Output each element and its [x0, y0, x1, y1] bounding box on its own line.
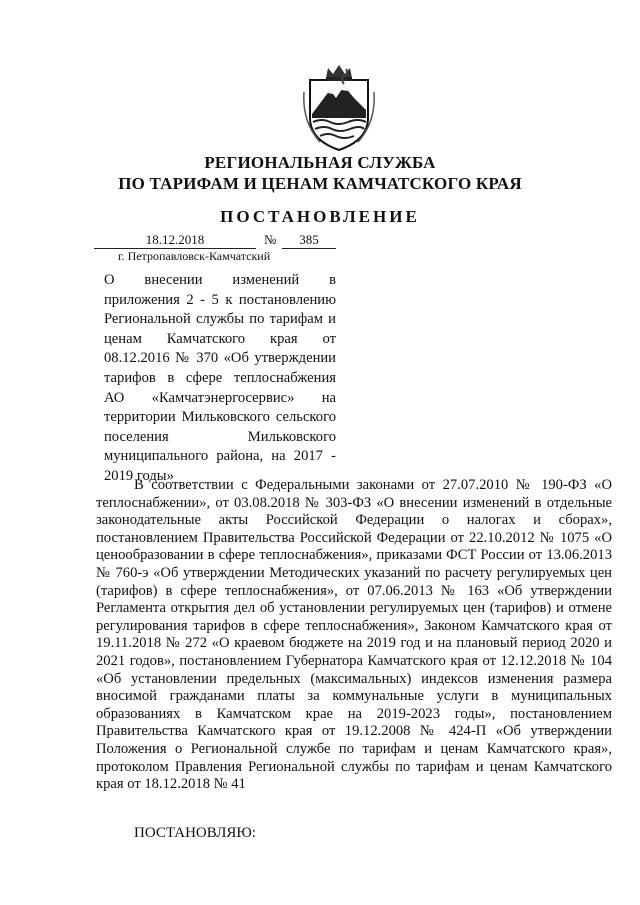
decree-word: ПОСТАНОВЛЯЮ:: [134, 825, 256, 841]
coat-of-arms-emblem: [300, 62, 378, 154]
org-name-line1: РЕГИОНАЛЬНАЯ СЛУЖБА: [204, 153, 436, 172]
document-type-title: ПОСТАНОВЛЕНИЕ: [220, 207, 420, 226]
org-name-line2: ПО ТАРИФАМ И ЦЕНАМ КАМЧАТСКОГО КРАЯ: [118, 174, 522, 193]
document-date: 18.12.2018: [94, 232, 256, 249]
number-sign: №: [264, 232, 277, 247]
city-name: г. Петропавловск-Камчатский: [118, 249, 271, 263]
preamble-paragraph: В соответствии с Федеральными законами от 27.07.2010 № 190-ФЗ «О теплоснабжении», от 03.08.2018 № 303-ФЗ «О внесении изменений в отдельные законодательные акты Российской Федерации о налогах и сборах», постановлением Правительства Российской Федерации от 22.10.2012 № 1075 «О ценообразовании в сфере теплоснабжения», приказами ФСТ России от 13.06.2013 № 760-э «Об утверждении Методических указаний по расчету регулируемых цен (тарифов) в сфере теплоснабжения», от 07.06.2013 № 163 «Об утверждении Регламента открытия дел об установлении регулируемых цен (тарифов) и отмене регулирования тарифов в сфере теплоснабжения», Законом Камчатского края от 19.11.2018 № 272 «О краевом бюджете на 2019 год и на плановый период 2020 и 2021 годов», постановлением Губернатора Камчатского края от 12.12.2018 № 104 «Об установлении предельных (максимальных) индексов изменения размера вносимой гражданами платы за коммунальные услуги в муниципальных образованиях в Камчатском крае на 2019-2023 годы», постановлением Правительства Камчатского края от 19.12.2008 № 424-П «Об утверждении Положения о Региональной службе по тарифам и ценам Камчатского края», протоколом Правления Региональной службы по тарифам и ценам Камчатского края от 18.12.2018 № 41: [96, 477, 612, 793]
document-number: 385: [282, 232, 336, 249]
document-subject: О внесении изменений в приложения 2 - 5 к постановлению Региональной службы по тарифам и ценам Камчатского края от 08.12.2016 № 370 «Об утверждении тарифов в сфере теплоснабжения АО «Камчатэнергосервис» на территории Мильковского сельского поселения Мильковского муниципального района, на 2017 - 2019 годы»: [104, 272, 336, 484]
